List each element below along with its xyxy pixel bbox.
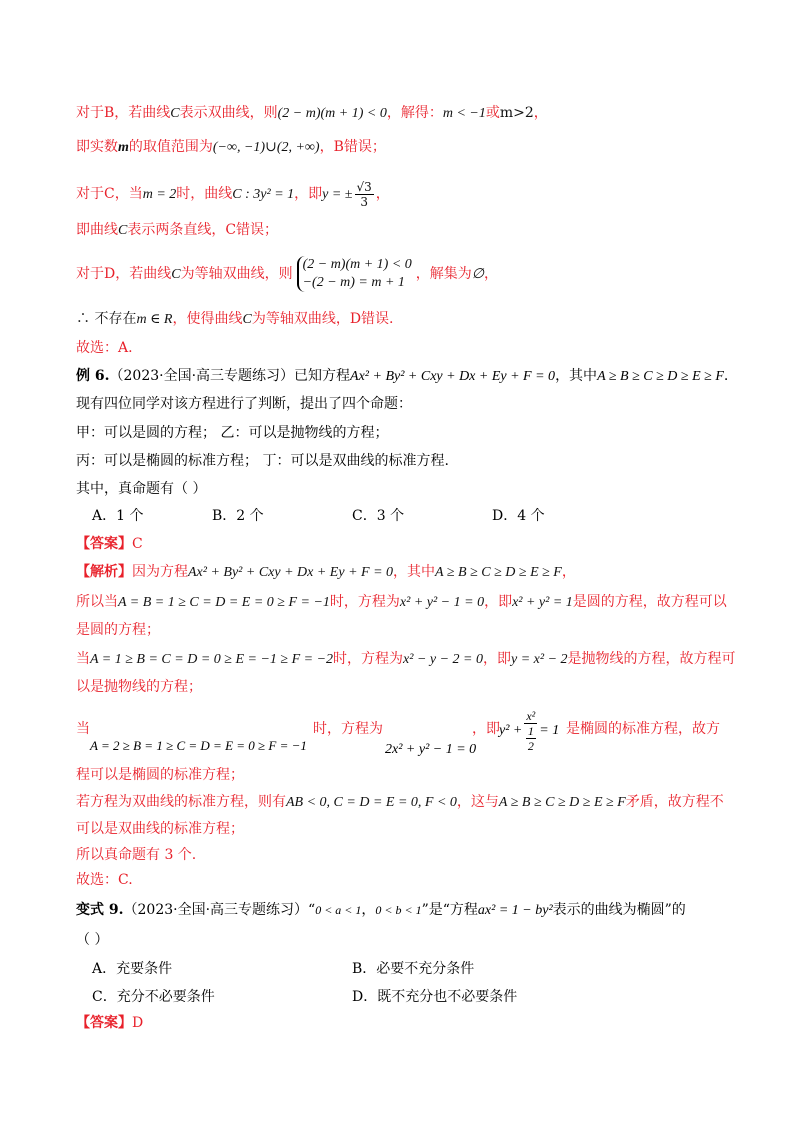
text: ，即	[483, 651, 511, 667]
fraction-sqrt3-over-3	[355, 180, 374, 209]
answer-value: C	[132, 536, 143, 552]
math-equation: ax² = 1 − by²	[477, 903, 553, 918]
half-den: 2	[527, 738, 534, 753]
text: 时，方程为	[333, 651, 404, 667]
math-m-eq-2: m = 2	[142, 187, 177, 202]
math-equals-one: = 1	[539, 723, 560, 738]
math-m-range: m < −1	[442, 106, 486, 121]
text: 是抛物线的方程，故方程可	[567, 651, 736, 667]
math-equation: Ax² + By² + Cxy + Dx + Ey + F = 0	[188, 565, 394, 580]
solution-b-line-2	[76, 137, 740, 158]
math-c: C	[171, 267, 181, 282]
text: ，使得曲线	[172, 311, 243, 327]
text: 是圆的方程，故方程可以	[572, 594, 727, 610]
text: 程可以是椭圆的标准方程；	[76, 767, 244, 783]
text: （ ）	[76, 932, 109, 948]
text: 时，方程为	[329, 594, 400, 610]
text: 当	[76, 651, 90, 667]
variant-9-title	[76, 900, 740, 921]
math-curve: C : 3y² = 1	[232, 187, 295, 202]
equation-system	[297, 256, 412, 292]
solution-line-6-prefix: 当	[76, 721, 90, 737]
empty-set-symbol: ∅	[471, 267, 484, 282]
text: 表示两条直线，C错误；	[127, 222, 279, 238]
math-m-in-r: m ∈ R	[136, 312, 173, 327]
solution-line-6-ji: ，即	[472, 721, 500, 737]
solution-line-11	[76, 870, 740, 890]
text: 丙：可以是椭圆的标准方程； 丁：可以是双曲线的标准方程.	[76, 453, 449, 469]
option-a: A．充要条件	[92, 961, 173, 977]
option-d: D．4 个	[492, 508, 545, 524]
math-equation: y = x² − 2	[511, 652, 568, 667]
text: ，B错误；	[319, 139, 386, 155]
text: 时，曲线	[176, 186, 233, 202]
solution-line-4	[76, 649, 740, 670]
example-6-line-4	[76, 451, 740, 471]
text: 为等轴双曲线，则	[180, 266, 293, 282]
ellipse-equation	[499, 701, 559, 761]
solution-line-2	[76, 592, 740, 613]
option-c: C．充分不必要条件	[92, 989, 215, 1005]
text: ，解集为	[415, 266, 472, 282]
answer-choice-a	[76, 338, 740, 358]
text: ，	[361, 902, 376, 918]
math-c: C	[170, 106, 180, 121]
text: 表示双曲线，则	[179, 105, 278, 121]
math-condition-a: 0 < a < 1	[315, 903, 362, 917]
answer-label: 【答案】	[76, 1015, 132, 1031]
example-6-line-3	[76, 423, 740, 443]
math-equation: Ax² + By² + Cxy + Dx + Ey + F = 0	[350, 369, 556, 384]
text: 其中，真命题有（ ）	[76, 481, 207, 497]
example-6-line-2	[76, 394, 740, 414]
text: ，	[533, 105, 548, 121]
solution-label: 【解析】	[76, 564, 132, 580]
text: ，这与	[456, 794, 499, 810]
solution-line-9	[76, 819, 740, 839]
text: 可以是双曲线的标准方程；	[76, 821, 244, 837]
variant-label: 变式 9.	[76, 902, 124, 918]
option-d: D．既不充分也不必要条件	[352, 989, 518, 1005]
text: 为等轴双曲线，D错误.	[251, 311, 394, 327]
math-condition: A ≥ B ≥ C ≥ D ≥ E ≥ F	[498, 795, 626, 810]
text: ，解得：	[386, 105, 443, 121]
math-condition: A ≥ B ≥ C ≥ D ≥ E ≥ F	[435, 565, 562, 580]
solution-line-6-end: 是椭圆的标准方程，故方	[566, 721, 720, 737]
text: 对于D，若曲线	[76, 266, 172, 282]
math-equation: x² + y² − 1 = 0	[399, 595, 485, 610]
math-m-gt-2: m>2	[499, 105, 534, 121]
solution-line-8	[76, 792, 740, 813]
answer-line	[76, 534, 740, 554]
text: 若方程为双曲线的标准方程，则有	[76, 794, 286, 810]
solution-line-5	[76, 677, 740, 697]
text: 甲：可以是圆的方程； 乙：可以是抛物线的方程；	[76, 425, 389, 441]
answer-label: 【答案】	[76, 536, 132, 552]
text: 因为方程	[132, 564, 188, 580]
math-equation: x² + y² = 1	[512, 595, 573, 610]
math-condition: A = 2 ≥ B = 1 ≥ C = D = E = 0 ≥ F = −1	[90, 738, 307, 753]
text: ，即	[484, 594, 513, 610]
math-y: y = ±	[322, 187, 353, 202]
math-condition: AB < 0, C = D = E = 0, F < 0	[286, 795, 457, 810]
denominator	[524, 724, 537, 753]
math-condition: A = B = 1 ≥ C = D = E = 0 ≥ F = −1	[118, 595, 330, 610]
system-eq-1: (2 − m)(m + 1) < 0	[302, 257, 412, 272]
math-c: C	[118, 223, 128, 238]
example-label: 例 6.	[76, 368, 110, 384]
solution-line-10	[76, 845, 740, 865]
half-fraction	[526, 724, 536, 753]
text: ”是“方程	[421, 902, 478, 918]
text: 故选：A.	[76, 340, 133, 356]
example-6-title	[76, 366, 740, 387]
text: 或	[485, 105, 500, 121]
text: 即曲线	[76, 222, 118, 238]
solution-line-6-mid: 时，方程为	[313, 721, 383, 737]
math-condition: A = 1 ≥ B = C = D = 0 ≥ E = −1 ≥ F = −2	[90, 652, 334, 667]
text: 矛盾，故方程不	[625, 794, 724, 810]
example-6-line-5	[76, 479, 740, 499]
text: 以是抛物线的方程；	[76, 679, 202, 695]
text: ∴ 不存在	[76, 311, 137, 327]
math-condition: A ≥ B ≥ C ≥ D ≥ E ≥ F	[597, 369, 724, 384]
math-c: C	[242, 312, 252, 327]
solution-d-line	[76, 252, 740, 296]
option-b: B．必要不充分条件	[352, 961, 475, 977]
variant-9-paren	[76, 930, 740, 950]
text: 故选：C.	[76, 872, 133, 888]
solution-line-7	[76, 765, 740, 785]
text: ，	[561, 564, 576, 580]
numerator: x²	[526, 708, 536, 723]
answer-line-2	[76, 1013, 740, 1033]
solution-line-3	[76, 620, 740, 640]
denominator: 3	[360, 194, 368, 209]
text: （2023·全国·高三专题练习）已知方程	[109, 368, 351, 384]
text: 表示的曲线为椭圆”的	[552, 902, 686, 918]
option-c: C．3 个	[352, 508, 405, 524]
text: 所以当	[76, 594, 118, 610]
text: 的取值范围为	[128, 139, 213, 155]
text: ，	[375, 186, 390, 202]
solution-c-line	[76, 176, 740, 212]
solution-b-line-1	[76, 103, 740, 124]
system-eq-2: −(2 − m) = m + 1	[302, 275, 405, 290]
text: ，即	[294, 186, 323, 202]
text: ，其中	[393, 564, 436, 580]
math-condition-b: 0 < b < 1	[375, 903, 422, 917]
text: 对于C，当	[76, 186, 143, 202]
solution-line-1	[76, 562, 740, 583]
text: 对于B，若曲线	[76, 105, 171, 121]
math-range: (−∞, −1)∪(2, +∞)	[212, 140, 320, 155]
text: 现有四位同学对该方程进行了判断，提出了四个命题：	[76, 396, 412, 412]
math-m: m	[118, 140, 129, 155]
solution-d-conclusion	[76, 309, 740, 330]
text: ，	[484, 266, 498, 282]
text: ，其中	[555, 368, 598, 384]
text: 即实数	[76, 139, 118, 155]
math-inequality: (2 − m)(m + 1) < 0	[277, 106, 387, 121]
math-equation: 2x² + y² − 1 = 0	[385, 742, 477, 757]
math-y-squared: y² +	[499, 723, 523, 738]
half-num: 1	[527, 723, 534, 738]
text: 是圆的方程；	[76, 622, 160, 638]
fraction-x2-over-half	[524, 709, 537, 753]
text: 所以真命题有 3 个.	[76, 847, 197, 863]
solution-c-line-2	[76, 220, 740, 241]
answer-value: D	[132, 1015, 144, 1031]
option-b: B．2 个	[212, 508, 264, 524]
option-a: A．1 个	[92, 508, 144, 524]
text: .	[723, 368, 729, 384]
numerator: √3	[356, 179, 372, 194]
math-equation: x² − y − 2 = 0	[403, 652, 483, 667]
text: （2023·全国·高三专题练习）“	[123, 902, 316, 918]
